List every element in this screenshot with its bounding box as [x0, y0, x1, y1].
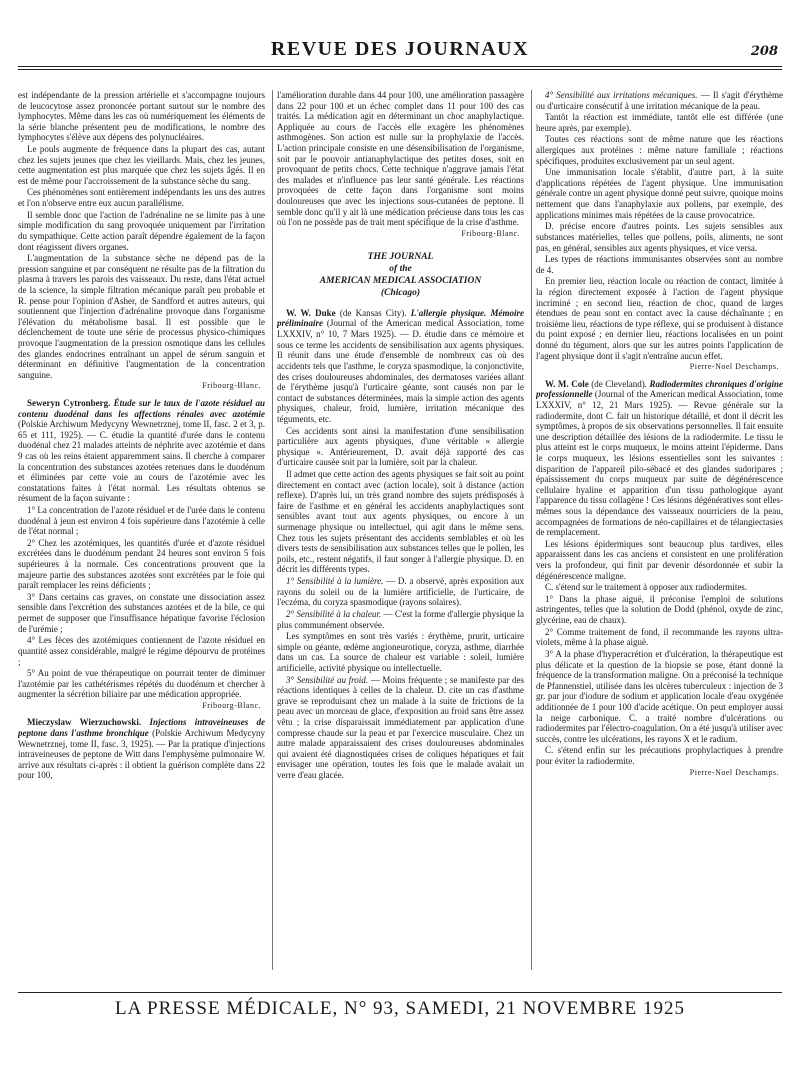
paragraph: l'amélioration durable dans 44 pour 100, une amélioration passagère dans 22 pour 100 et un échec complet dans 11 pour 100 des cas traités. La médication agit en déterminant un choc anaphylactique. Appliquée au cours de l'accès elle exagère les phénomènes asthmogènes. Son action est nulle sur la prophylaxie de l'accès. L'action principale consiste en une désensibilisation de l'organisme, soit par le pouvoir antianaphylactique des petites doses, soit en provoquant de petits chocs. Cette technique n'aggrave jamais l'état des malades et n'influence pas leur santé générale. Les réactions provoquées de cette façon dans l'organisme sont moins douloureuses que avec les injections sous-cutanées de peptone. Il semble donc qu'il y ait là une médication précieuse dans tous les cas où l'on ne possède pas de trait ment spécifique de la crise d'asthme.	[277, 90, 524, 228]
item-text: — D. a observé, après exposition aux rayons du soleil ou de la lumière artificielle, de l'urticaire, de l'eczéma, du coryza spasmodique (rayons solaires).	[277, 576, 524, 608]
column-2	[277, 90, 524, 976]
paragraph: L'augmentation de la substance sèche ne dépend pas de la pression sanguine et par conséquent ne résulte pas de la filtration du plasma à travers les parois des vaisseaux. Du reste, dans l'état actuel de la science, la simple filtration mécanique paraît peu probable et R. pense pour l'opinion d'Asher, de Sandford et autres auteurs, qui soutiennent que l'injection d'adrénaline provoque dans l'organisme l'élévation du métabolisme basal. Il est possible que le déclenchement de toute une série de processus physico-chimiques provoque l'augmentation de la pression osmotique dans les cellules des glandes endocrines entraînant un appel de sérum sanguin et déterminant en définitive l'augmentation de la concentration sanguine.	[18, 253, 265, 380]
paragraph: C. s'étend enfin sur les précautions prophylactiques à prendre pour éviter la radiodermite.	[536, 745, 783, 766]
signature: Pierre-Noel Deschamps.	[689, 767, 779, 777]
item-label: 4° Sensibilité aux irritations mécaniques.	[545, 90, 698, 100]
journal-section-title: REVUE DES JOURNAUX	[270, 38, 530, 60]
list-item	[536, 90, 783, 111]
paragraph: Toutes ces réactions sont de même nature que les réactions allergiques aux protéines : même nature familiale ; réactions spécifiques, produites exclusivement par un seul agent.	[536, 134, 783, 166]
article-author: Seweryn Cytronberg.	[27, 397, 111, 408]
header-rule	[18, 66, 782, 67]
paragraph: Les symptômes en sont très variés : érythème, prurit, urticaire simple ou géante, œdème angioneurotique, coryza, asthme, diarrhée dans un cas. La source de chaleur est variable : soleil, lumière artificielle, activité physique ou intellectuelle.	[277, 631, 524, 673]
header-rule-double	[18, 69, 782, 70]
journal-heading	[277, 252, 524, 300]
paragraph: Les types de réactions immunisantes observées sont au nombre de 4.	[536, 254, 783, 275]
article-author: W. M. Cole	[545, 378, 589, 389]
footer-rule	[18, 992, 782, 993]
article-title: Étude sur le taux de l'azote résiduel au contenu duodénal dans les affections rénales avec azotémie	[18, 397, 265, 419]
paragraph: Ces accidents sont ainsi la manifestation d'une sensibilisation particulière aux agents physiques, d'une véritable « allergie physique ». Antérieurement, D. avait déjà rapporté des cas d'urticaire causée soit par la lumière, soit par la chaleur.	[277, 425, 524, 468]
paragraph: Les lésions épidermiques sont beaucoup plus tardives, elles apparaissent dans les cas anciens et consistent en une prolifération vers la profondeur, qui finit par devenir désordonnée et subir la dégénérescence maligne.	[536, 538, 783, 581]
item-text: — C'est la forme d'allergie physique la plus communément observée.	[277, 608, 524, 630]
article-body: (Journal of the American medical Association, tome LXXXIV, n° 12, 21 Mars 1925). — Revue générale sur la radiodermite, dont C. fait un historique détaillé, et dont il décrit les symptômes, à propos de six observations personnelles. Il fait ensuite une description détaillée des lésions de la radiodermite. Le tissu le plus atteint est le corps muqueux, le moins atteint l'épiderme. Dans le corps muqueux, les lésions essentielles sont les suivantes : disparition de l'appareil pilo-sébacé et des glandes sudoripares ; épaississement du corps muqueux par suite de dégénérescence cellulaire hyaline et apparition d'un tissu pathologique ayant l'apparence du tissu collagène ! Ces lésions dégénératives sont elles-mêmes sous la dépendance des vaisseaux nourriciers de la peau, accompagnées de formations de néo-capillaires et de télangiectasies de remplacement.	[536, 389, 783, 538]
list-item: 2° Chez les azotémiques, les quantités d'urée et d'azote résiduel excrétées dans le duodénum pendant 24 heures sont environ 5 fois supérieures à la normale. Ces concentrations prouvent que la majeure partie des substances azotées sont excrétées par le foie qui paraît remplacer les reins déficients ;	[18, 537, 265, 591]
paragraph: Le pouls augmente de fréquence dans la plupart des cas, autant chez les sujets jeunes que chez les vieillards. Mais, chez les jeunes, cette augmentation est plus marquée que chez les sujets âgés. Il en est de même pour l'accroissement de la substance sèche du sang.	[18, 144, 265, 186]
paragraph: Ces phénomènes sont entièrement indépendants les uns des autres et l'on n'observe entre eux aucun parallélisme.	[18, 187, 265, 209]
signature: Fribourg-Blanc.	[202, 700, 261, 710]
article-entry	[18, 398, 265, 504]
article-entry	[18, 717, 265, 781]
page-number: 208	[750, 44, 778, 59]
paragraph: est indépendante de la pression artérielle et s'accompagne toujours de leucocytose assez prononcée portant surtout sur le nombre des lymphocytes. Même dans les cas où numériquement les éléments de la série blanche présentent peu de modifications, le nombre des lymphocytes s'élève aux dépens des polynucléaires.	[18, 90, 265, 143]
paragraph: Il admet que cette action des agents physiques se fait soit au point directement en contact avec (action locale), soit à distance (action reflexe). D'après lui, un très grand nombre des sujets prédisposés à faire de l'asthme et en général les accidents anaphylactiques sont sensibles avant tout aux agents physiques, ou encore à un surmenage physique ou intellectuel, qui agit dans le même sens. Chez tous les sujets présentant des accidents semblables et où les divers tests de sensibilisation aux substances telles que le pollen, les poils, etc., restent négatifs, il faut songer à l'allergie physique. D. en décrit les différents types.	[277, 469, 524, 575]
article-title: Injections intraveineuses de peptone dans l'asthme bronchique	[18, 717, 265, 738]
article-columns	[18, 90, 782, 976]
article-body: (Polskie Archiwum Medycyny Wewnetrznej, tome II, fasc. 3, 1925). — Par la pratique d'injections intraveineuses de peptone de Witt dans l'emphysème pulmonaire W. arrive aux résultats ci-après : il obtient la guérison complète dans 22 pour 100,	[18, 728, 265, 781]
list-item: 1° La concentration de l'azote résiduel et de l'urée dans le contenu duodénal à jeun est environ 4 fois supérieure dans l'azotémie à celle de l'état normal ;	[18, 504, 265, 537]
paragraph: Tantôt la réaction est immédiate, tantôt elle est différée (une heure après, par exemple).	[536, 112, 783, 133]
signature: Pierre-Noel Deschamps.	[689, 362, 779, 372]
page-header	[18, 38, 782, 66]
item-label: 2° Sensibilité à la chaleur.	[286, 608, 382, 619]
list-item: 4° Les fèces des azotémiques contiennent de l'azote résiduel en quantité assez considérable, malgré le régime dépourvu de protéines ;	[18, 635, 265, 667]
signature: Fribourg-Blanc.	[202, 381, 261, 391]
article-body: (Journal of the American medical Association, tome LXXXIV, n° 10, 7 Mars 1925). — D. étudie dans ce mémoire et sous ce terme les accidents de sensibilisation aux agents physiques. Il réunit dans une étude d'ensemble de nombreux cas où des accidents tels que l'asthme, le coryza spasmodique, la conjonctivite, des crises douloureuses abdominales, des dermatoses variées allant de l'érythème jusqu'à l'urticaire géante, sont causés non par le contact de substances déterminées, mais la simple action des agents physiques, chaleur, froid, lumière, irritation mécanique des téguments, etc.	[277, 318, 524, 424]
journal-city: (Chicago)	[380, 287, 421, 298]
article-author: W. W. Duke	[286, 307, 336, 318]
page-footer: LA PRESSE MÉDICALE, N° 93, SAMEDI, 21 NOVEMBRE 1925	[114, 998, 686, 1019]
paragraph: Il semble donc que l'action de l'adrénaline ne se limite pas à une simple modification du sang provoquée uniquement par l'irritation du sympathique. Cette action paraît dépendre également de la façon dont réagissent divers organes.	[18, 209, 265, 252]
list-item: 3° A la phase d'hyperacrétion et d'ulcération, la thérapeutique est plus délicate et la question de la biopsie se pose, étant donné la fréquence de la transformation maligne. On a préconisé la technique de Pfannenstiel, utilisée dans les ulcères tuberculeux : injection de 3 gr. par jour d'iodure de sodium et application locale d'eau oxygénée additionnée de 1 pour 100 d'acide acétique. On peut employer aussi la neige carbonique. C. a traité nombre d'ulcérations ou radiodermites par l'électro-coagulation. On a été jusqu'à utiliser avec succès, contre les ulcérations, les rayons X et le radium.	[536, 648, 783, 744]
journal-name-line: AMERICAN MEDICAL ASSOCIATION	[319, 276, 482, 287]
list-item: 1° Dans la phase aiguë, il préconise l'emploi de solutions astringentes, telles que la solution de Dodd (phénol, oxyde de zinc, glycérine, eau de chaux).	[536, 593, 783, 626]
article-title: L'allergie physique. Mémoire préliminaire	[277, 307, 524, 329]
list-item	[277, 609, 524, 630]
item-label: 3° Sensibilité au froid.	[286, 674, 369, 685]
article-body: (Polskie Archiwum Medycyny Wewnetrznej, tome II, fasc. 2 et 3, p. 65 et 111, 1925). — C. étudie la quantité d'urée dans le contenu duodénal chez 21 malades atteints de néphrite avec azotémie et dans 9 cas où les reins étaient apparemment sains. Il cherche à comparer la concentration des substances azotées retenues dans le duodénum et éliminées par cette voie au cours de l'azotémie avec les constatations faites à l'état normal. Les résultats obtenus se résument de la façon suivante :	[18, 419, 265, 504]
paragraph: D. précise encore d'autres points. Les sujets sensibles aux substances matérielles, telles que pollens, poils, aliments, ne sont pas, en général, sensibles aux agents physiques, et vice versa.	[536, 221, 783, 253]
article-city: (de Kansas City).	[335, 307, 411, 318]
paragraph: Une immunisation locale s'établit, d'autre part, à la suite d'applications répétées de l'agent physique. Une immunisation générale contre un agent physique donné peut suivre, quoique moins nettement que dans l'anaphylaxie aux pollens, par exemple, des applications minimes mais répétées de la cause provocatrice.	[536, 167, 783, 220]
item-label: 1° Sensibilité à la lumière.	[286, 576, 384, 587]
list-item: 2° Comme traitement de fond, il recommande les rayons ultra-violets, même à la phase aiguë.	[536, 626, 783, 648]
paragraph: En premier lieu, réaction locale ou réaction de contact, limitée à la région directement exposée à l'action de l'agent physique incriminé ; en second lieu, réaction de choc, quand de larges étendues de peau sont en contact avec la cause déchaînante ; en troisième lieu, réactions de type réflexe, qui se produisent à distance du point exposé ; en dernier lieu, réactions localisées en un point donné du tégument, alors que sur les autres points l'application de l'agent physique dont il s'agit n'entraîne aucun effet.	[536, 276, 783, 361]
list-item: 5° Au point de vue thérapeutique on pourrait tenter de diminuer l'azotémie par les cathétérismes répétés du duodénum et chercher à augmenter la sécrétion biliaire par une médication appropriée.	[18, 668, 265, 700]
article-author: Mieczyslaw Wierzuchowski.	[27, 717, 142, 728]
article-city: (de Cleveland).	[588, 378, 650, 389]
list-item	[277, 675, 524, 781]
paragraph: C. s'étend sur le traitement à opposer aux radiodermites.	[545, 582, 748, 593]
journal-name-line: THE JOURNAL	[367, 252, 434, 263]
list-item: 3° Dans certains cas graves, on constate une dissociation assez sensible dans l'excrétion des substances azotées et de la bile, ce qui permet de supposer que l'insuffisance hépatique favorise l'éclosion de l'urémie ;	[18, 591, 265, 634]
article-entry	[536, 379, 783, 538]
article-entry	[277, 308, 524, 425]
article-title: Radiodermites chroniques d'origine professionnelle	[536, 378, 783, 400]
column-3	[536, 90, 783, 976]
column-1	[18, 90, 265, 976]
journal-name-line: of the	[389, 264, 412, 275]
signature: Fribourg-Blanc.	[461, 228, 520, 238]
item-text: — Il s'agit d'érythème ou d'urticaire consécutif à une irritation mécanique de la peau.	[536, 90, 783, 111]
item-text: — Moins fréquente ; se manifeste par des réactions identiques à celles de la chaleur. D. cite un cas d'asthme grave se reproduisant chez un malade à la suite de frictions de la peau avec un morceau de glace, d'exposition au froid sans être assez vêtu ; la crise disparaissait immédiatement par application d'une compresse chaude sur la peau et par l'exercice musculaire. Chez un autre malade apparaissaient des crises douloureuses abdominales qui avaient été diagnostiquées crises de coliques hépatiques et fait envisager une opération, toutes les fois que le malade avalait un verre d'eau glacée.	[277, 674, 524, 781]
list-item	[277, 576, 524, 608]
